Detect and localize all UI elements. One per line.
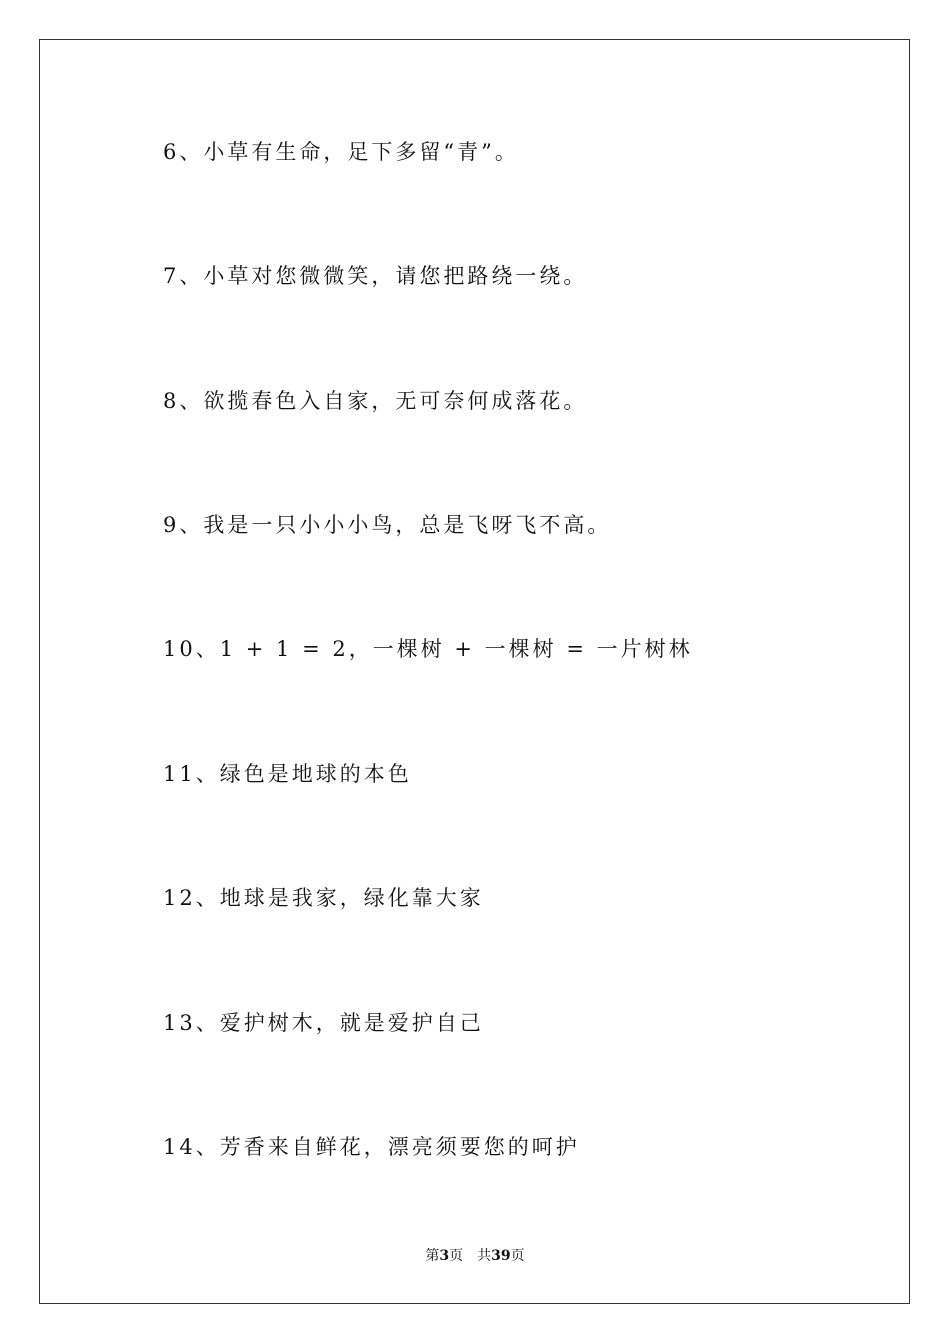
page-suffix: 页 xyxy=(449,1248,464,1264)
slogan-line: 9、我是一只小小小鸟，总是飞呀飞不高。 xyxy=(163,513,612,537)
slogan-line: 6、小草有生命，足下多留“青”。 xyxy=(163,140,519,164)
slogan-line: 12、地球是我家，绿化靠大家 xyxy=(163,886,484,910)
total-prefix: 共 xyxy=(477,1248,492,1264)
slogan-line: 14、芳香来自鲜花，漂亮须要您的呵护 xyxy=(163,1135,580,1159)
total-suffix: 页 xyxy=(510,1248,525,1264)
slogan-line: 10、1 + 1 = 2，一棵树 + 一棵树 = 一片树林 xyxy=(163,637,693,661)
page-prefix: 第 xyxy=(425,1248,440,1264)
slogan-line: 11、绿色是地球的本色 xyxy=(163,762,412,786)
slogan-line: 13、爱护树木，就是爱护自己 xyxy=(163,1011,484,1035)
total-pages: 39 xyxy=(491,1248,511,1264)
slogan-line: 7、小草对您微微笑，请您把路绕一绕。 xyxy=(163,264,588,288)
slogan-line: 8、欲揽春色入自家，无可奈何成落花。 xyxy=(163,389,588,413)
page-number: 3 xyxy=(439,1248,450,1264)
page-footer xyxy=(0,1246,950,1266)
page-border xyxy=(39,39,910,1304)
